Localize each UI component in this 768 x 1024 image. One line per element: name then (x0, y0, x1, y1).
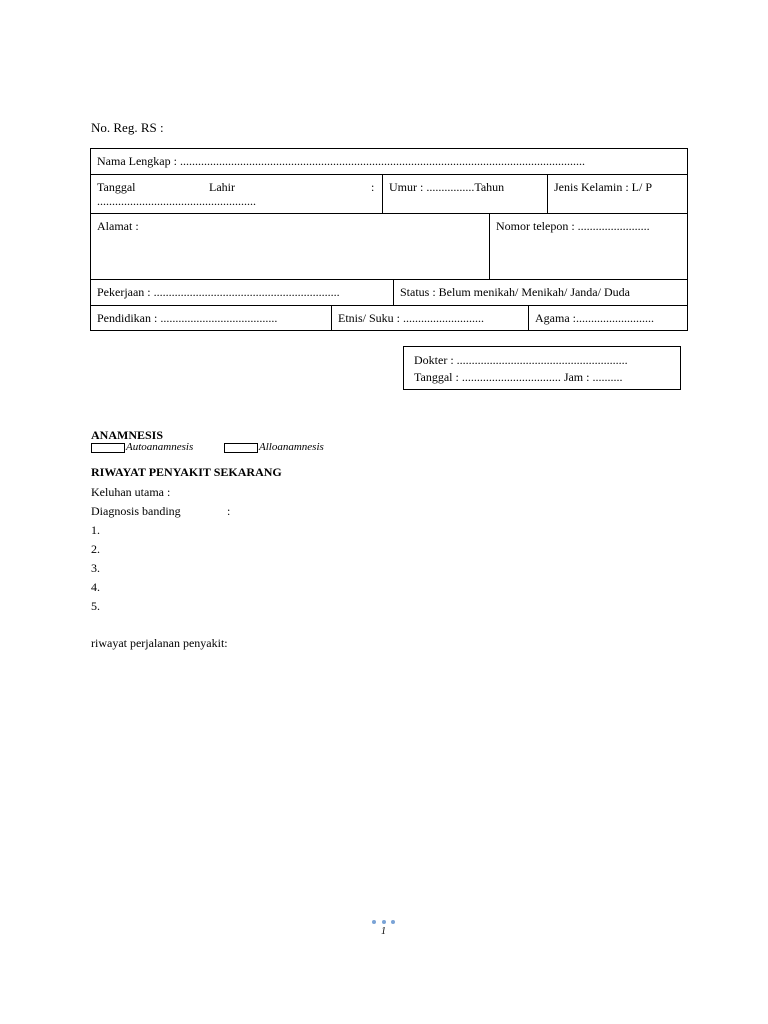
alloanamnesis-label: Alloanamnesis (259, 441, 324, 453)
riwayat-perjalanan-label: riwayat perjalanan penyakit: (91, 636, 228, 650)
list-item: 1. (91, 523, 100, 537)
telepon-field[interactable]: Nomor telepon : ........................ (496, 219, 650, 233)
riwayat-title: RIWAYAT PENYAKIT SEKARANG (91, 465, 282, 479)
doctor-box (403, 346, 681, 390)
autoanamnesis-label: Autoanamnesis (126, 441, 194, 453)
agama-field[interactable]: Agama :.......................... (535, 311, 654, 325)
row-tanggal (91, 174, 687, 213)
agama-cell (528, 306, 687, 331)
patient-info-table (90, 148, 688, 331)
jenis-kelamin-field[interactable]: Jenis Kelamin : L/ P (554, 180, 652, 194)
alamat-field[interactable]: Alamat : (97, 219, 139, 233)
autoanamnesis-checkbox[interactable] (91, 443, 125, 453)
list-item: 2. (91, 542, 100, 556)
alloanamnesis-checkbox[interactable] (224, 443, 258, 453)
jenis-kelamin-cell (547, 175, 687, 214)
diagnosis-banding-label: Diagnosis banding (91, 504, 181, 518)
list-item: 5. (91, 599, 100, 613)
row-pendidikan (91, 305, 687, 330)
etnis-field[interactable]: Etnis/ Suku : ........................... (338, 311, 485, 325)
status-field[interactable]: Status : Belum menikah/ Menikah/ Janda/ Duda (400, 285, 630, 299)
nama-lengkap-field[interactable]: Nama Lengkap : ....................................................................................................................................... (97, 154, 585, 168)
row-alamat (91, 213, 687, 279)
umur-field[interactable]: Umur : ................Tahun (389, 180, 505, 194)
tanggal-lahir-colon: : (371, 180, 375, 194)
tanggal-lahir-field[interactable]: ..................................................... (97, 194, 256, 208)
list-item: 3. (91, 561, 100, 575)
status-cell (393, 280, 687, 306)
tanggal-jam-field[interactable]: Tanggal : ................................. Jam : .......... (414, 370, 623, 384)
umur-cell (382, 175, 547, 214)
page-number: 1 (381, 926, 386, 937)
reg-label: No. Reg. RS : (91, 120, 164, 135)
keluhan-utama-label: Keluhan utama : (91, 485, 171, 499)
dokter-field[interactable]: Dokter : ......................................................... (414, 353, 628, 367)
anamnesis-title: ANAMNESIS (91, 428, 164, 442)
tanggal-lahir-label-2: Lahir (209, 180, 235, 194)
telepon-cell (489, 214, 687, 280)
list-item: 4. (91, 580, 100, 594)
tanggal-lahir-label: Tanggal (97, 180, 136, 194)
pendidikan-field[interactable]: Pendidikan : ....................................... (97, 311, 278, 325)
etnis-cell (331, 306, 528, 331)
row-pekerjaan (91, 279, 687, 305)
pekerjaan-field[interactable]: Pekerjaan : .............................................................. (97, 285, 340, 299)
diagnosis-banding-colon: : (227, 504, 231, 518)
